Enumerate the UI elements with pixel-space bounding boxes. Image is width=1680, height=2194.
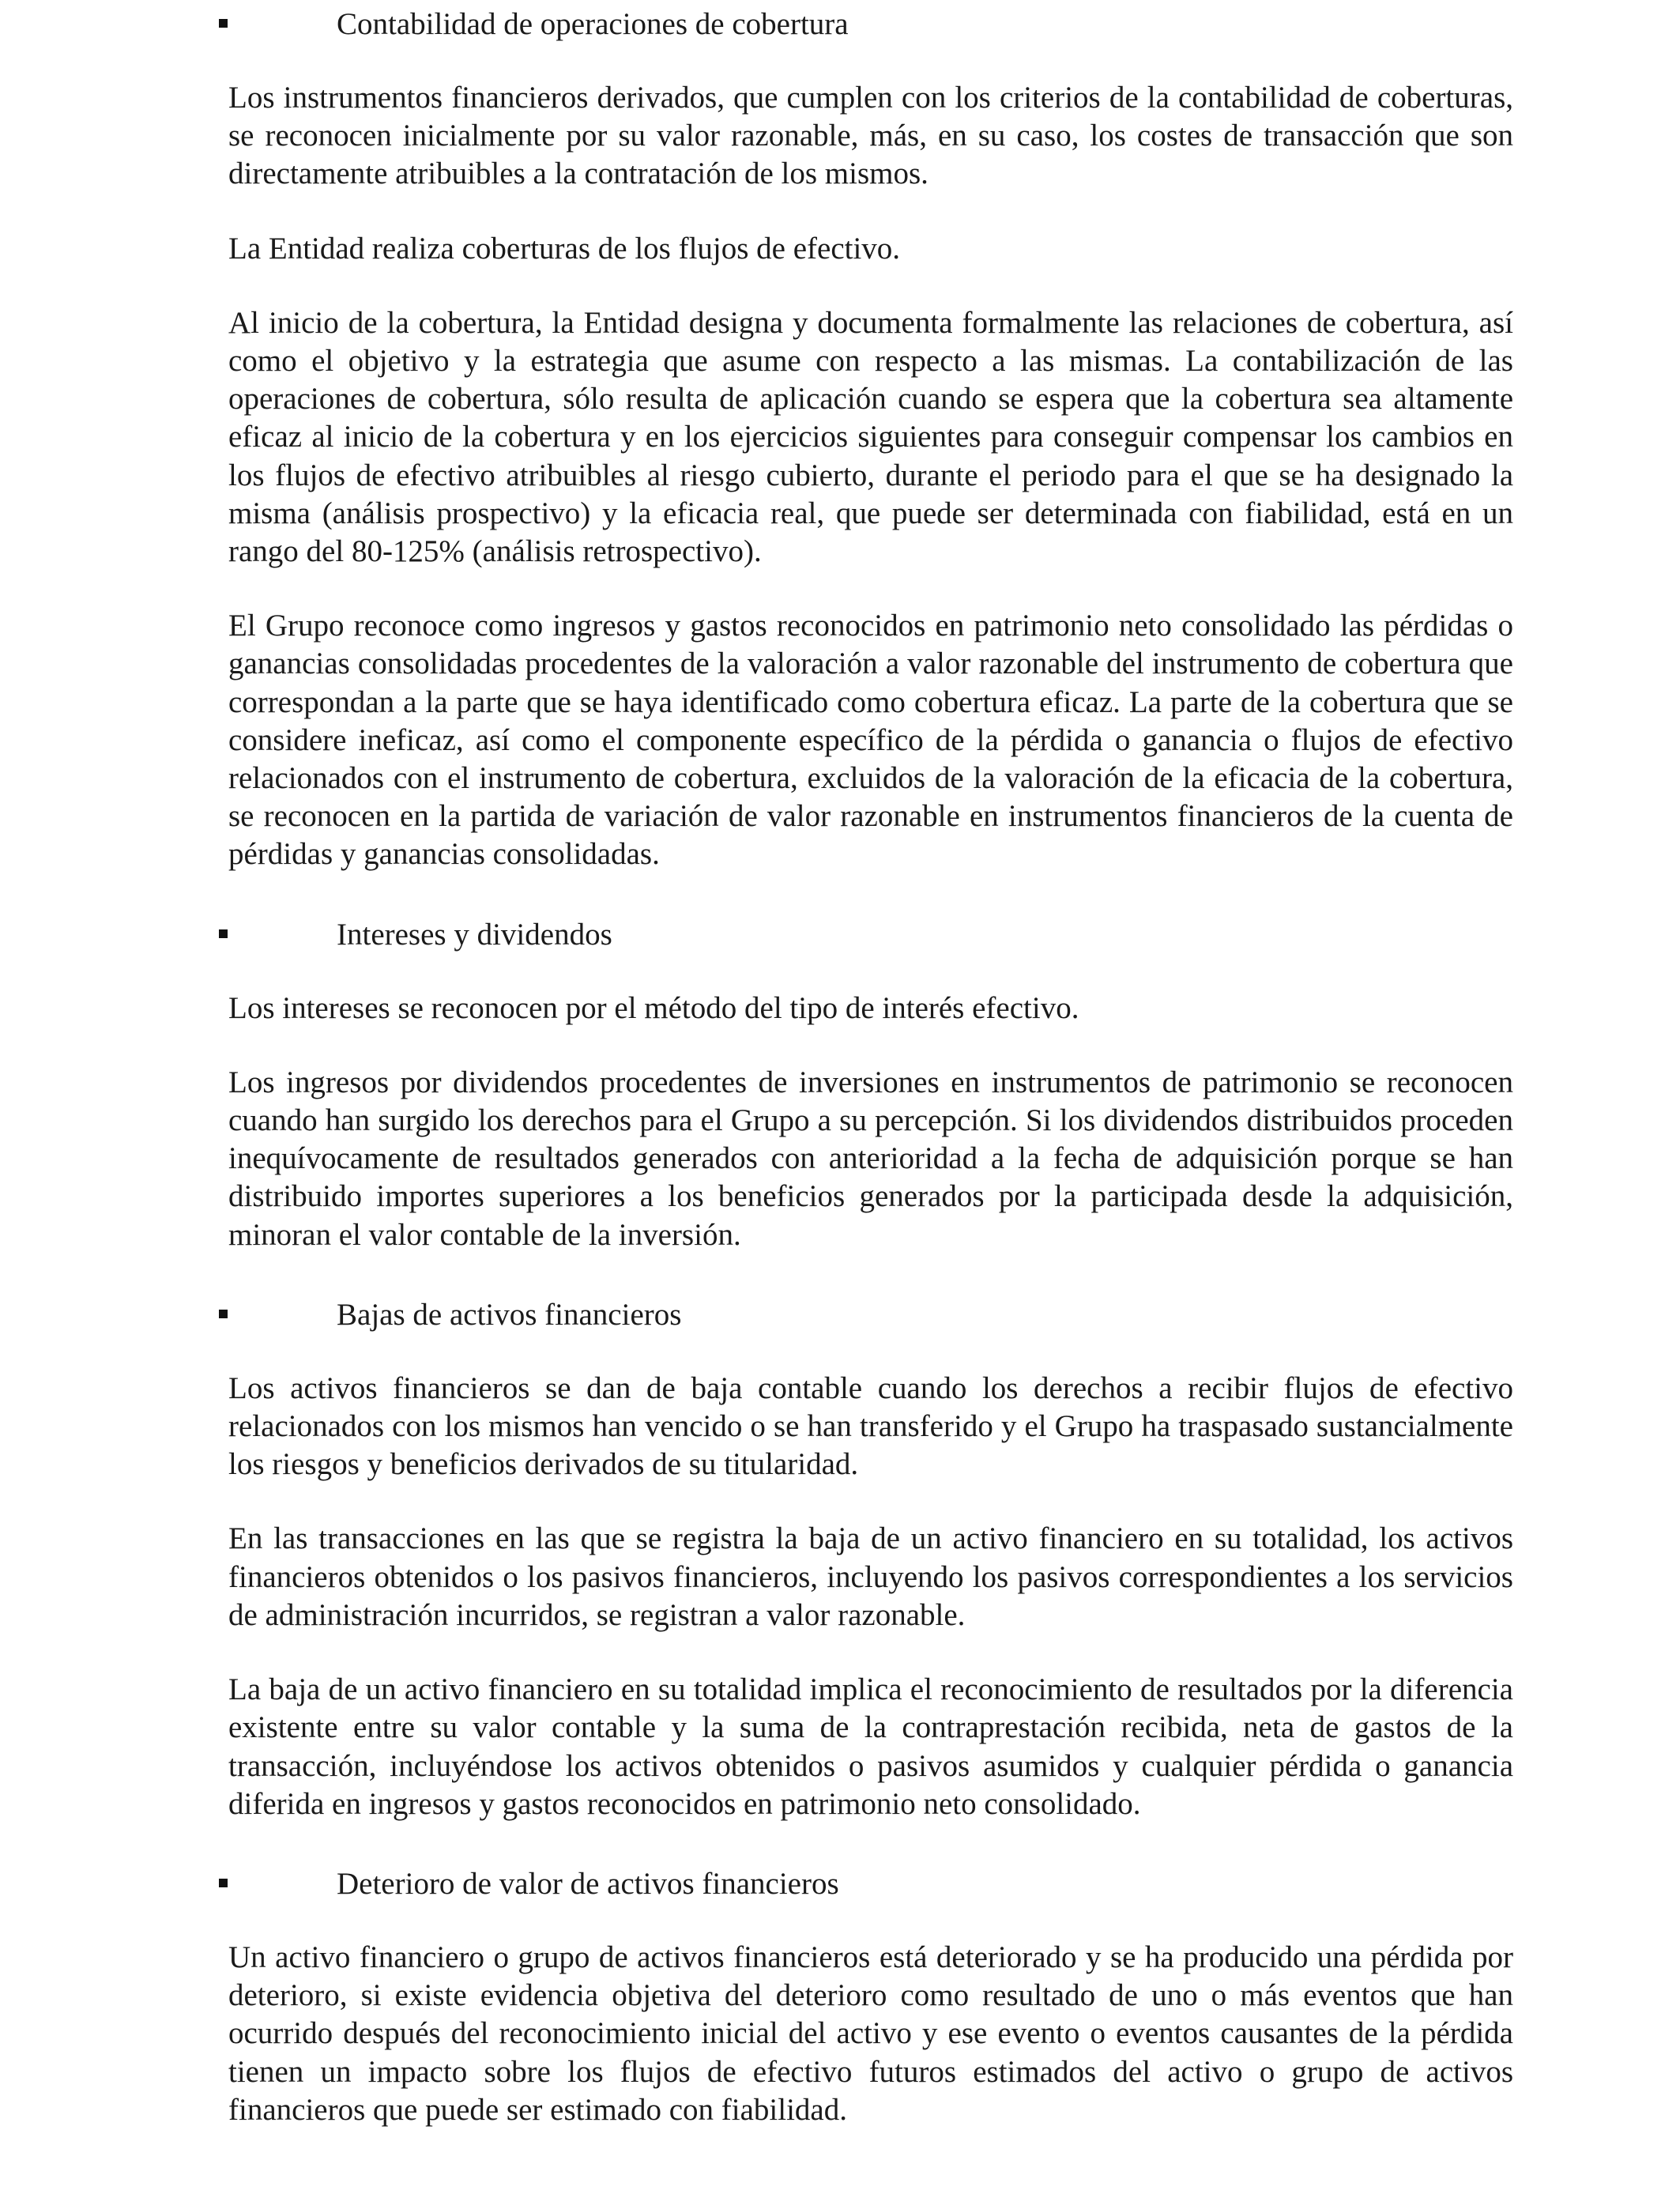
section-heading-text: Deterioro de valor de activos financieros [337, 1866, 839, 1901]
section-heading [228, 0, 1513, 49]
section-heading-text: Contabilidad de operaciones de cobertura [337, 7, 849, 41]
paragraph: La Entidad realiza coberturas de los flujos de efectivo. [228, 231, 901, 266]
square-bullet-icon [219, 1879, 228, 1887]
paragraph: Un activo financiero o grupo de activos financieros está deteriorado y se ha producido una pérdida por deterioro, si existe evidencia objetiva del deterioro como resultado de uno o más eventos que han ocurrido después del reconocimiento inicial del activo y ese evento o eventos causantes de la pérdida tienen un impacto sobre los flujos de efectivo futuros estimados del activo o grupo de activos financieros que puede ser estimado con fiabilidad. [228, 1940, 1513, 2127]
square-bullet-icon [219, 929, 228, 938]
paragraph: El Grupo reconoce como ingresos y gastos reconocidos en patrimonio neto consolidado las pérdidas o ganancias consolidadas procedentes de la valoración a valor razonable del instrumento de cobertura que correspondan a la parte que se haya identificado como cobertura eficaz. La parte de la cobertura que se considere ineficaz, así como el componente específico de la pérdida o ganancia o flujos de efectivo relacionados con el instrumento de cobertura, excluidos de la valoración de la eficacia de la cobertura, se reconocen en la partida de variación de valor razonable en instrumentos financieros de la cuenta de pérdidas y ganancias consolidadas. [228, 609, 1513, 872]
document-body [228, 0, 1513, 2166]
square-bullet-icon [219, 1310, 228, 1318]
paragraph: La baja de un activo financiero en su totalidad implica el reconocimiento de resultados por la diferencia existente entre su valor contable y la suma de la contraprestación recibida, neta de gastos de la transacción, incluyéndose los activos obtenidos o pasivos asumidos y cualquier pérdida o ganancia diferida en ingresos y gastos reconocidos en patrimonio neto consolidado. [228, 1672, 1513, 1821]
section-heading-text: Intereses y dividendos [337, 917, 612, 952]
section-heading-text: Bajas de activos financieros [337, 1297, 682, 1332]
paragraph: Los activos financieros se dan de baja contable cuando los derechos a recibir flujos de efectivo relacionados con los mismos han vencido o se han transferido y el Grupo ha traspasado sustancialmente los riesgos y beneficios derivados de su titularidad. [228, 1370, 1513, 1482]
square-bullet-icon [219, 19, 228, 28]
section-heading [228, 1291, 1513, 1340]
paragraph: Los intereses se reconocen por el método del tipo de interés efectivo. [228, 990, 1079, 1025]
section-heading [228, 1860, 1513, 1909]
paragraph: Los instrumentos financieros derivados, que cumplen con los criterios de la contabilidad de coberturas, se reconocen inicialmente por su valor razonable, más, en su caso, los costes de transacción que son directamente atribuibles a la contratación de los mismos. [228, 81, 1513, 191]
section-heading [228, 910, 1513, 959]
paragraph: Los ingresos por dividendos procedentes de inversiones en instrumentos de patrimonio se reconocen cuando han surgido los derechos para el Grupo a su percepción. Si los dividendos distribuidos proceden inequívocamente de resultados generados con anterioridad a la fecha de adquisición porque se han distribuido importes superiores a los beneficios generados por la participada desde la adquisición, minoran el valor contable de la inversión. [228, 1065, 1513, 1252]
paragraph: En las transacciones en las que se registra la baja de un activo financiero en su totalidad, los activos financieros obtenidos o los pasivos financieros, incluyendo los pasivos correspondientes a los servicios de administración incurridos, se registran a valor razonable. [228, 1521, 1513, 1632]
paragraph: Al inicio de la cobertura, la Entidad designa y documenta formalmente las relaciones de cobertura, así como el objetivo y la estrategia que asume con respecto a las mismas. La contabilización de las operaciones de cobertura, sólo resulta de aplicación cuando se espera que la cobertura sea altamente eficaz al inicio de la cobertura y en los ejercicios siguientes para conseguir compensar los cambios en los flujos de efectivo atribuibles al riesgo cubierto, durante el periodo para el que se ha designado la misma (análisis prospectivo) y la eficacia real, que puede ser determinada con fiabilidad, está en un rango del 80-125% (análisis retrospectivo). [228, 305, 1513, 569]
